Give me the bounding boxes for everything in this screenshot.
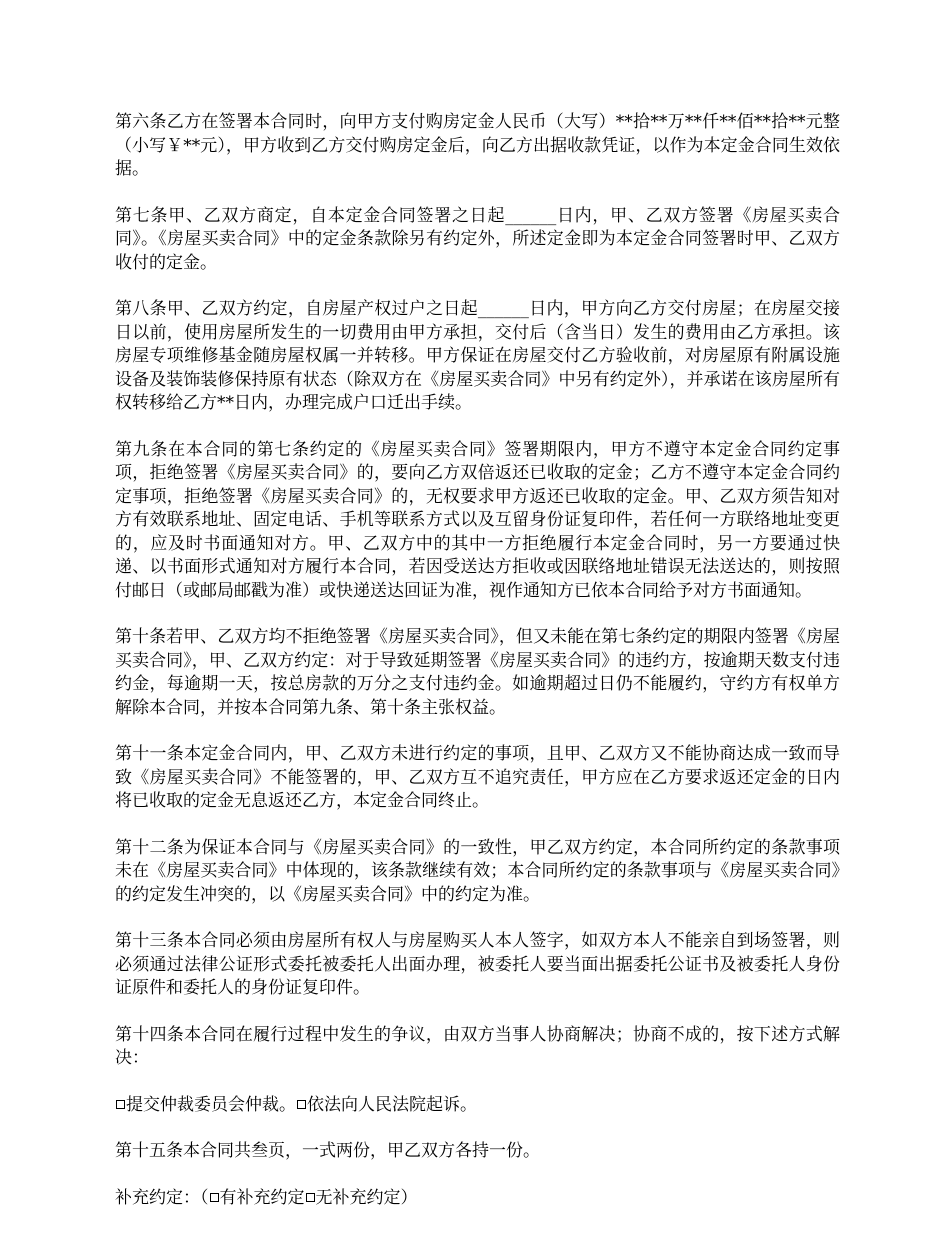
article-12: 第十二条为保证本合同与《房屋买卖合同》的一致性，甲乙双方约定，本合同所约定的条款事项未在《房屋买卖合同》中体现的，该条款继续有效；本合同所约定的条款事项与《房屋买卖合同》的约定发生冲突的，以《房屋买卖合同》中的约定为准。 — [115, 837, 840, 905]
has-supplement-checkbox[interactable] — [210, 1193, 219, 1202]
has-supplement-label: 有补充约定 — [219, 1187, 305, 1208]
article-9: 第九条在本合同的第七条约定的《房屋买卖合同》签署期限内，甲方不遵守本定金合同约定事项，拒绝签署《房屋买卖合同》的，要向乙方双倍返还已收取的定金；乙方不遵守本定金合同约定事项，拒绝签署《房屋买卖合同》的，无权要求甲方返还已收取的定金。甲、乙双方须告知对方有效联系地址、固定电话、手机等联系方式以及互留身份证复印件，若任何一方联络地址变更的，应及时书面通知对方。甲、乙双方中的其中一方拒绝履行本定金合同时，另一方要通过快递、以书面形式通知对方履行本合同，若因受送达方拒收或因联络地址错误无法送达的，则按照付邮日（或邮局邮戳为准）或快递送达回证为准，视作通知方已依本合同给予对方书面通知。 — [115, 439, 840, 601]
arbitration-option-label: 提交仲裁委员会仲裁。 — [126, 1094, 296, 1115]
article-6: 第六条乙方在签署本合同时，向甲方支付购房定金人民币（大写）**拾**万**仟**佰**拾**元整（小写￥**元），甲方收到乙方交付购房定金后，向乙方出据收款凭证，以作为本定金合同生效依据。 — [115, 112, 840, 179]
court-checkbox[interactable] — [297, 1100, 306, 1109]
court-option-label: 依法向人民法院起诉。 — [307, 1094, 477, 1115]
article-15: 第十五条本合同共叁页，一式两份，甲乙双方各持一份。 — [115, 1141, 540, 1161]
article-7: 第七条甲、乙双方商定，自本定金合同签署之日起______日内，甲、乙双方签署《房屋买卖合同》。《房屋买卖合同》中的定金条款除另有约定外，所述定金即为本定金合同签署时甲、乙双方收付的定金。 — [115, 205, 840, 273]
article-11: 第十一条本定金合同内，甲、乙双方未进行约定的事项，且甲、乙双方又不能协商达成一致而导致《房屋买卖合同》不能签署的，甲、乙双方互不追究责任，甲方应在乙方要求返还定金的日内将已收取的定金无息返还乙方，本定金合同终止。 — [115, 744, 840, 811]
dispute-options — [115, 1094, 840, 1118]
no-supplement-checkbox[interactable] — [306, 1193, 315, 1202]
arbitration-checkbox[interactable] — [116, 1100, 125, 1109]
supplement-close: ） — [400, 1187, 418, 1208]
no-supplement-label: 无补充约定 — [315, 1187, 401, 1208]
article-10: 第十条若甲、乙双方均不拒绝签署《房屋买卖合同》，但又未能在第七条约定的期限内签署《房屋买卖合同》，甲、乙双方约定：对于导致延期签署《房屋买卖合同》的违约方，按逾期天数支付违约金，每逾期一天，按总房款的万分之支付违约金。如逾期超过日仍不能履约，守约方有权单方解除本合同，并按本合同第九条、第十条主张权益。 — [115, 627, 840, 718]
supplementary-terms — [115, 1187, 840, 1211]
article-8: 第八条甲、乙双方约定，自房屋产权过户之日起______日内，甲方向乙方交付房屋；在房屋交接日以前，使用房屋所发生的一切费用由甲方承担，交付后（含当日）发生的费用由乙方承担。该房屋专项维修基金随房屋权属一并转移。甲方保证在房屋交付乙方验收前，对房屋原有附属设施设备及装饰装修保持原有状态（除双方在《房屋买卖合同》中另有约定外），并承诺在该房屋所有权转移给乙方**日内，办理完成户口迁出手续。 — [115, 299, 840, 413]
contract-page — [115, 111, 840, 1233]
article-13: 第十三条本合同必须由房屋所有权人与房屋购买人本人签字，如双方本人不能亲自到场签署，则必须通过法律公证形式委托被委托人出面办理，被委托人要当面出据委托公证书及被委托人身份证原件和委托人的身份证复印件。 — [115, 931, 840, 998]
supplement-label: 补充约定：（ — [115, 1187, 209, 1208]
article-14: 第十四条本合同在履行过程中发生的争议，由双方当事人协商解决；协商不成的，按下述方式解决： — [115, 1024, 840, 1068]
